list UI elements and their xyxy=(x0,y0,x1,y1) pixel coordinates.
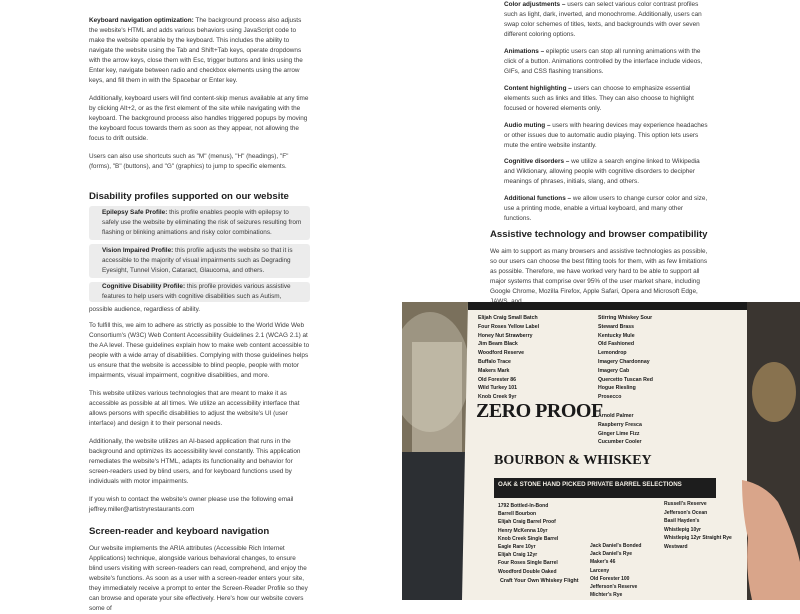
menu-item: Cucumber Cooler xyxy=(598,439,642,446)
menu-item: Westward xyxy=(664,543,688,550)
menu-item: Hogue Riesling xyxy=(598,385,636,392)
zero-proof-heading: ZERO PROOF xyxy=(476,400,603,422)
whiskey-right-list xyxy=(664,500,732,552)
technologies-paragraph: This website utilizes various technologies that are meant to make it as accessible as possible at all times. We utilize an accessibility interface that allows persons with specific disabilities to adjust the website's UI (user interface) and design it to their personal needs. xyxy=(89,390,300,427)
drinks-menu-photo xyxy=(402,302,800,600)
audio-muting-item xyxy=(504,121,709,151)
vision-profile-card xyxy=(89,244,310,278)
menu-item: Ginger Lime Fizz xyxy=(598,430,640,437)
animations-title: Animations – xyxy=(504,48,545,55)
menu-item: Barrell Bourbon xyxy=(498,511,537,518)
shortcuts-paragraph: Users can also use shortcuts such as "M" (menus), "H" (headings), "F" (forms), "B" (buttons), and "G" (graphics) to jump to specific elements. xyxy=(89,153,289,170)
menu-item: Jack Daniel's Bonded xyxy=(590,543,642,549)
menu-item: Woodford Double Oaked xyxy=(498,568,557,575)
epilepsy-profile-card xyxy=(89,206,310,240)
menu-item: 1792 Bottled-In-Bond xyxy=(498,503,549,509)
menu-item: Jack Daniel's Rye xyxy=(590,551,633,558)
menu-item: Old Fashioned xyxy=(598,341,635,348)
additional-functions-text: we allow users to change cursor color and size, use a printing mode, enable a virtual keyboard, and many other functions. xyxy=(504,195,708,222)
menu-item: Jefferson's Ocean xyxy=(664,509,708,516)
menu-item: Michter's Rye xyxy=(590,592,623,599)
menu-item: Knob Creek 9yr xyxy=(478,394,517,401)
audio-muting-title: Audio muting – xyxy=(504,122,551,129)
audio-muting-text: users with hearing devices may experience headaches or other issues due to automatic audio playing. This option lets users mute the entire website instantly. xyxy=(504,122,708,149)
screen-reader-heading: Screen-reader and keyboard navigation xyxy=(89,526,270,537)
menu-item: Lemondrop xyxy=(598,350,627,357)
menu-item: Henry McKenna 10yr xyxy=(498,527,548,534)
cognitive-profile-card xyxy=(89,282,310,302)
color-adjustments-title: Color adjustments – xyxy=(504,1,566,8)
menu-item: Elijah Craig 12yr xyxy=(498,552,538,559)
menu-item: Russell's Reserve xyxy=(664,501,707,507)
menu-item: Old Forester 86 xyxy=(478,376,517,383)
kb-optimization-paragraph xyxy=(89,16,310,86)
cognitive-text: this profile provides various assistive features to help users with cognitive disabilities such as Autism, xyxy=(102,283,291,300)
additional-functions-title: Additional functions – xyxy=(504,195,572,202)
menu-item: Elijah Craig Barrel Proof xyxy=(498,519,556,526)
content-highlighting-text: users can choose to emphasize essential elements such as links and titles. They can also choose to highlight focused or hovered elements only. xyxy=(504,85,694,112)
screen-reader-paragraph: Our website implements the ARIA attributes (Accessible Rich Internet Applications) technique, alongside various behavioral changes, to ensure blind users visiting with screen-readers can read, comprehend, and enjoy the website's functions. As soon as a user with a screen-reader enters your site, they immediately receive a prompt to enter the Screen-Reader Profile so they can browse and operate your site effectively. Here's how our website covers some of xyxy=(89,545,308,612)
epilepsy-text: this profile enables people with epilepsy to safely use the website by eliminating the risk of seizures resulting from flashing or blinking animations and risky color combinations. xyxy=(102,209,302,236)
vision-title: Vision Impaired Profile: xyxy=(102,247,174,254)
epilepsy-title: Epilepsy Safe Profile: xyxy=(102,209,168,216)
menu-item: Quercetto Tuscan Red xyxy=(598,376,653,383)
menu-item: Four Roses Yellow Label xyxy=(478,323,540,330)
ai-paragraph: Additionally, the website utilizes an AI-based application that runs in the background and optimizes its accessibility level constantly. This application remediates the website's HTML, adapts its functionality and behavior for screen-readers used by blind users, and for keyboard functions used by individuals with motor impairments. xyxy=(89,438,301,485)
craft-own-flight: Craft Your Own Whiskey Flight xyxy=(500,578,579,584)
menu-item: Imagery Cab xyxy=(598,367,630,374)
menu-item: Knob Creek Single Barrel xyxy=(498,535,559,542)
whiskey-middle-list xyxy=(590,542,641,599)
disability-profiles-heading: Disability profiles supported on our website xyxy=(89,191,289,202)
menu-item: Larceny xyxy=(590,567,610,574)
menu-item: Makers Mark xyxy=(478,367,510,374)
menu-item: Jefferson's Reserve xyxy=(590,584,638,591)
menu-item: Kentucky Mule xyxy=(598,332,635,339)
cognitive-disorders-text: we utilize a search engine linked to Wikipedia and Wiktionary, allowing people with cognitive disorders to decipher meanings of phrases, initials, slang, and others. xyxy=(504,158,700,185)
assistive-technology-heading: Assistive technology and browser compatibility xyxy=(490,229,708,240)
oak-stone-heading: OAK & STONE HAND PICKED PRIVATE BARREL SELECTIONS xyxy=(498,481,682,488)
audience-overlap-text: possible audience, regardless of ability. xyxy=(89,306,201,313)
menu-item: Jim Beam Black xyxy=(478,341,518,348)
menu-item: Maker's 46 xyxy=(590,559,616,566)
menu-item: Raspberry Fresca xyxy=(598,421,642,428)
color-adjustments-item xyxy=(504,0,709,40)
content-highlighting-item xyxy=(504,84,709,114)
menu-item: Buffalo Trace xyxy=(478,358,511,365)
menu-item: Eagle Rare 10yr xyxy=(498,544,536,551)
bourbon-whiskey-heading: BOURBON & WHISKEY xyxy=(494,453,652,468)
kb-users-paragraph: Additionally, keyboard users will find content-skip menus available at any time by clicking Alt+2, or as the first element of the site while navigating with the keyboard. The background process also handles triggered popups by moving the keyboard focus towards them as soon as they appear, not allowing the focus to drift outside. xyxy=(89,95,309,142)
contact-paragraph: If you wish to contact the website's owner please use the following email jeffrey.miller@artistryrestaurants.com xyxy=(89,496,294,513)
menu-item: Wild Turkey 101 xyxy=(478,385,518,392)
zero-proof-list xyxy=(598,412,642,447)
cognitive-title: Cognitive Disability Profile: xyxy=(102,283,186,290)
menu-item: Basil Hayden's xyxy=(664,518,700,525)
kb-optimization-title: Keyboard navigation optimization: xyxy=(89,17,194,24)
wcag-paragraph: To fulfill this, we aim to adhere as strictly as possible to the World Wide Web Consortium's (W3C) Web Content Accessibility Guidelines 2.1 (WCAG 2.1) at the AA level. These guidelines explain how to make web content accessible to people with a wide array of disabilities. Complying with those guidelines helps us ensure that the website is accessible to blind people, people with motor impairments, visual impairment, cognitive disabilities, and more. xyxy=(89,322,310,379)
cognitive-disorders-item xyxy=(504,157,709,187)
color-adjustments-text: users can select various color contrast profiles such as light, dark, inverted, and monochrome. Additionally, users can swap color schemes of titles, texts, and backgrounds with over seven different coloring options. xyxy=(504,1,702,38)
menu-item: Woodford Reserve xyxy=(478,350,525,357)
menu-item: Steward Brass xyxy=(598,323,635,330)
menu-right-list xyxy=(598,314,708,402)
menu-item: Four Roses Single Barrel xyxy=(498,560,558,567)
menu-left-list xyxy=(478,314,588,402)
menu-item: Honey Nut Strawberry xyxy=(478,332,533,339)
cognitive-disorders-title: Cognitive disorders – xyxy=(504,158,570,165)
menu-item: Imagery Chardonnay xyxy=(598,358,650,365)
animations-item xyxy=(504,47,709,77)
menu-item: Whistlepig 10yr xyxy=(664,526,701,533)
menu-item: Elijah Craig Small Batch xyxy=(478,315,538,321)
menu-item: Old Forester 100 xyxy=(590,575,630,582)
kb-optimization-text: The background process also adjusts the website's HTML and adds various behaviors using JavaScript code to make the website operable by the keyboard. This includes the ability to navigate the website using the Tab and Shift+Tab keys, operate dropdowns with the arrow keys, close them with Esc, trigger buttons and links using the Enter key, navigate between radio and checkbox elements using the arrow keys, and fill them in with the Spacebar or Enter key. xyxy=(89,17,303,84)
menu-item: Stirring Whiskey Sour xyxy=(598,315,653,321)
menu-item: Arnold Palmer xyxy=(598,413,634,419)
menu-item: Whistlepig 12yr Straight Rye xyxy=(664,535,732,542)
vision-text: this profile adjusts the website so that it is accessible to the majority of visual impairments such as Degrading Eyesight, Tunnel Vision, Cataract, Glaucoma, and others. xyxy=(102,247,293,274)
assistive-technology-paragraph: We aim to support as many browsers and assistive technologies as possible, so our users can choose the best fitting tools for them, with as few limitations as possible. Therefore, we have worked very hard to be able to support all major systems that comprise over 95% of the user market share, including Google Chrome, Mozilla Firefox, Apple Safari, Opera and Microsoft Edge, xyxy=(490,248,708,295)
animations-text: epileptic users can stop all running animations with the click of a button. Animations controlled by the interface include videos, GIFs, and CSS flashing transitions. xyxy=(504,48,703,75)
oak-stone-list xyxy=(498,502,588,576)
menu-item: Prosecco xyxy=(598,394,622,401)
additional-functions-item xyxy=(504,194,709,224)
content-highlighting-title: Content highlighting – xyxy=(504,85,572,92)
